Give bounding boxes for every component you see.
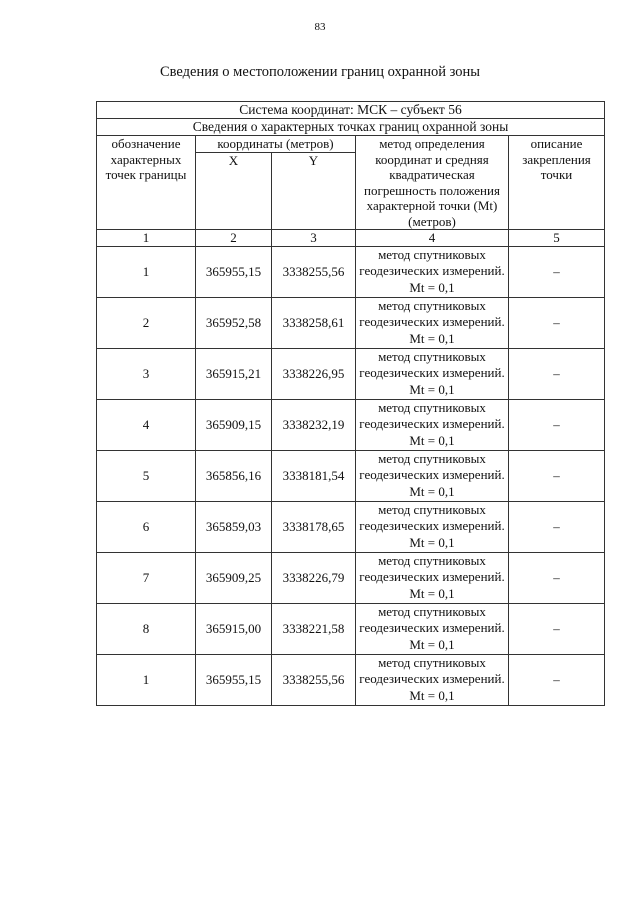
method-cell: метод спутниковых геодезических измерений. Mt = 0,1 [356,297,509,348]
description-cell: – [509,654,605,705]
table-row [97,297,605,348]
point-number-cell: 4 [97,399,196,450]
y-coordinate-cell: 3338178,65 [272,501,356,552]
method-cell: метод спутниковых геодезических измерений. Mt = 0,1 [356,654,509,705]
column-number-2: 2 [196,230,272,247]
method-cell: метод спутниковых геодезических измерений. Mt = 0,1 [356,246,509,297]
y-coordinate-cell: 3338232,19 [272,399,356,450]
description-cell: – [509,246,605,297]
point-number-cell: 6 [97,501,196,552]
x-coordinate-cell: 365955,15 [196,654,272,705]
table-row [97,603,605,654]
table-row [97,654,605,705]
method-cell: метод спутниковых геодезических измерений. Mt = 0,1 [356,450,509,501]
point-number-cell: 5 [97,450,196,501]
x-coordinate-cell: 365909,15 [196,399,272,450]
description-cell: – [509,501,605,552]
table-subtitle-cell: Сведения о характерных точках границ охранной зоны [97,119,605,136]
description-cell: – [509,297,605,348]
method-cell: метод спутниковых геодезических измерений. Mt = 0,1 [356,348,509,399]
x-coordinate-cell: 365909,25 [196,552,272,603]
y-coordinate-cell: 3338226,95 [272,348,356,399]
header-y: Y [272,152,356,230]
y-coordinate-cell: 3338255,56 [272,246,356,297]
point-number-cell: 1 [97,246,196,297]
table-row [97,501,605,552]
column-number-1: 1 [97,230,196,247]
table-row [97,552,605,603]
description-cell: – [509,603,605,654]
coordinate-system-row [97,102,605,119]
description-cell: – [509,348,605,399]
header-coordinates: координаты (метров) [196,136,356,153]
description-cell: – [509,450,605,501]
boundary-points-table [96,101,605,706]
header-x: X [196,152,272,230]
y-coordinate-cell: 3338221,58 [272,603,356,654]
y-coordinate-cell: 3338255,56 [272,654,356,705]
point-number-cell: 7 [97,552,196,603]
page-number: 83 [314,21,326,33]
table-row [97,348,605,399]
description-cell: – [509,399,605,450]
table-row [97,450,605,501]
y-coordinate-cell: 3338258,61 [272,297,356,348]
column-number-5: 5 [509,230,605,247]
point-number-cell: 1 [97,654,196,705]
x-coordinate-cell: 365955,15 [196,246,272,297]
x-coordinate-cell: 365856,16 [196,450,272,501]
method-cell: метод спутниковых геодезических измерений. Mt = 0,1 [356,552,509,603]
x-coordinate-cell: 365915,21 [196,348,272,399]
point-number-cell: 3 [97,348,196,399]
x-coordinate-cell: 365859,03 [196,501,272,552]
header-description: описание закрепления точки [509,136,605,230]
method-cell: метод спутниковых геодезических измерений. Mt = 0,1 [356,399,509,450]
point-number-cell: 8 [97,603,196,654]
x-coordinate-cell: 365952,58 [196,297,272,348]
header-row-1 [97,136,605,153]
table-row [97,246,605,297]
point-number-cell: 2 [97,297,196,348]
table-row [97,399,605,450]
header-method: метод определения координат и средняя квадратическая погрешность положения характерной точки (Mt) (метров) [356,136,509,230]
table-subtitle-row [97,119,605,136]
description-cell: – [509,552,605,603]
method-cell: метод спутниковых геодезических измерений. Mt = 0,1 [356,501,509,552]
y-coordinate-cell: 3338226,79 [272,552,356,603]
column-number-3: 3 [272,230,356,247]
column-number-row [97,230,605,247]
document-title: Сведения о местоположении границ охранной зоны [159,64,480,80]
column-number-4: 4 [356,230,509,247]
y-coordinate-cell: 3338181,54 [272,450,356,501]
header-designation: обозначение характерных точек границы [97,136,196,230]
coordinate-system-cell: Система координат: МСК – субъект 56 [97,102,605,119]
method-cell: метод спутниковых геодезических измерений. Mt = 0,1 [356,603,509,654]
x-coordinate-cell: 365915,00 [196,603,272,654]
